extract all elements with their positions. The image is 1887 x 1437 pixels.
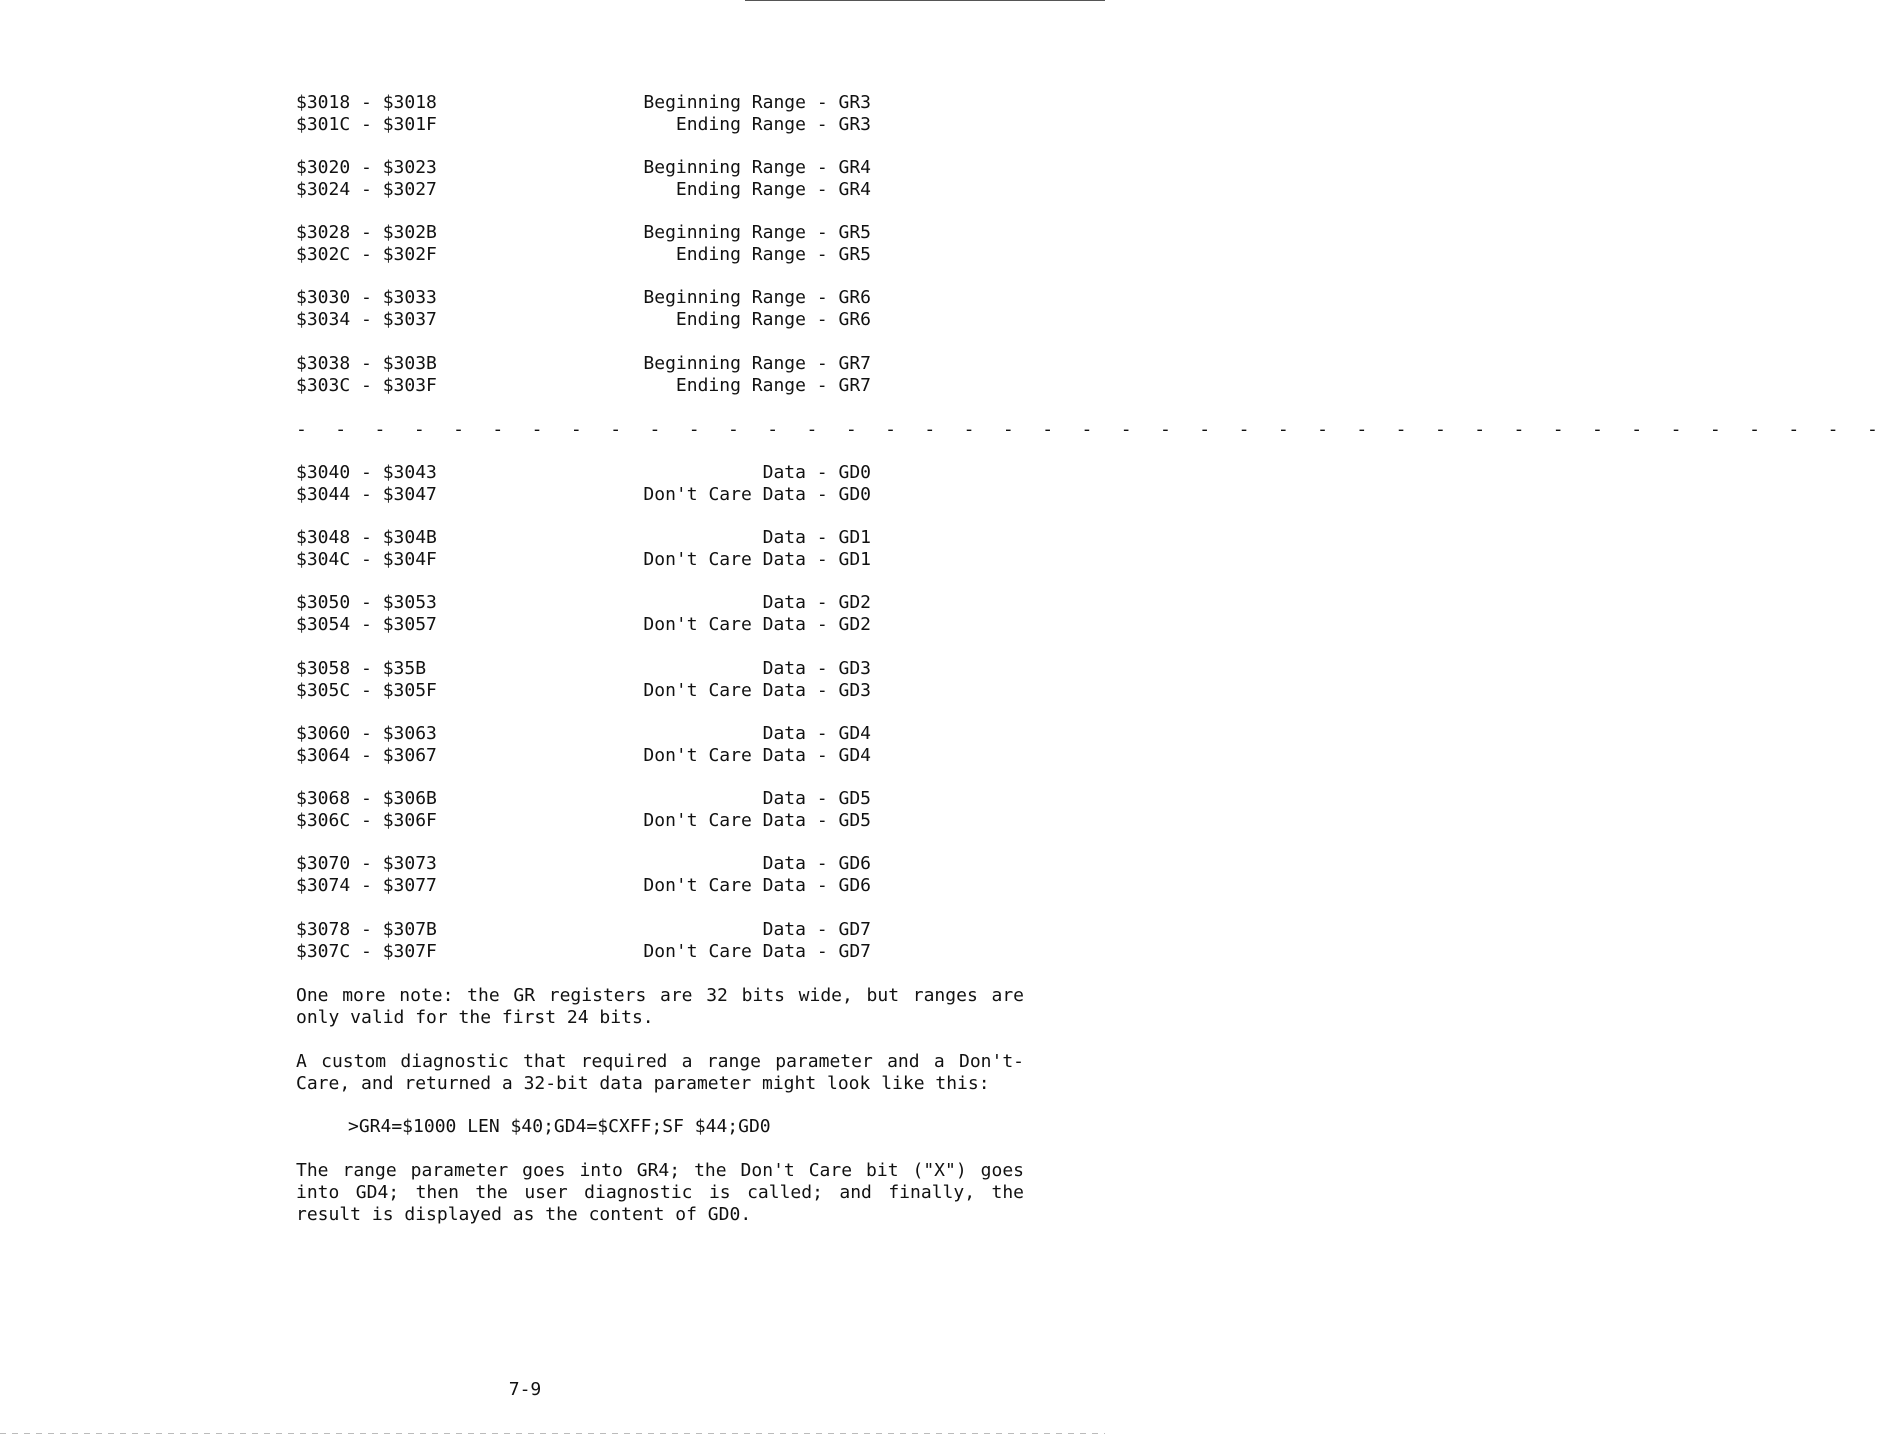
- address-range: $3078 - $307B: [296, 919, 437, 940]
- dashed-divider: - - - - - - - - - - - - - - - - - - - - - - - - - - - - - - - - - - - - - - - - -: [296, 419, 1887, 440]
- register-description: Don't Care Data - GD3: [643, 680, 871, 701]
- register-description: Ending Range - GR7: [675, 375, 871, 396]
- register-description: Don't Care Data - GD1: [643, 549, 871, 570]
- address-range: $3074 - $3077: [296, 875, 437, 896]
- register-description: Beginning Range - GR6: [643, 287, 871, 308]
- register-description: Don't Care Data - GD7: [643, 941, 871, 962]
- address-range: $302C - $302F: [296, 244, 437, 265]
- address-range: $3038 - $303B: [296, 353, 437, 374]
- address-range: $3058 - $35B: [296, 658, 427, 679]
- register-description: Don't Care Data - GD2: [643, 614, 871, 635]
- address-range: $3040 - $3043: [296, 462, 437, 483]
- address-range: $3044 - $3047: [296, 484, 437, 505]
- register-description: Beginning Range - GR7: [643, 353, 871, 374]
- address-range: $3060 - $3063: [296, 723, 437, 744]
- page-number: 7-9: [508, 1379, 542, 1400]
- address-range: $307C - $307F: [296, 941, 437, 962]
- address-range: $306C - $306F: [296, 810, 437, 831]
- address-range: $3024 - $3027: [296, 179, 437, 200]
- bottom-edge-marks: [0, 1433, 1105, 1434]
- register-description: Data - GD4: [762, 723, 871, 744]
- register-description: Data - GD7: [762, 919, 871, 940]
- address-range: $3064 - $3067: [296, 745, 437, 766]
- register-description: Data - GD3: [762, 658, 871, 679]
- register-description: Don't Care Data - GD0: [643, 484, 871, 505]
- address-range: $305C - $305F: [296, 680, 437, 701]
- address-range: $301C - $301F: [296, 114, 437, 135]
- register-description: Ending Range - GR6: [675, 309, 871, 330]
- address-range: $3034 - $3037: [296, 309, 437, 330]
- top-rule: [745, 0, 1105, 1]
- note-paragraph: One more note: the GR registers are 32 bits wide, but ranges are only valid for the first 24 bits.: [296, 985, 1024, 1028]
- register-description: Beginning Range - GR5: [643, 222, 871, 243]
- address-range: $303C - $303F: [296, 375, 437, 396]
- register-description: Data - GD5: [762, 788, 871, 809]
- register-description: Don't Care Data - GD5: [643, 810, 871, 831]
- register-description: Data - GD2: [762, 592, 871, 613]
- command-example: >GR4=$1000 LEN $40;GD4=$CXFF;SF $44;GD0: [348, 1116, 771, 1137]
- register-description: Data - GD6: [762, 853, 871, 874]
- register-description: Ending Range - GR5: [675, 244, 871, 265]
- address-range: $3028 - $302B: [296, 222, 437, 243]
- register-description: Don't Care Data - GD4: [643, 745, 871, 766]
- address-range: $3018 - $3018: [296, 92, 437, 113]
- address-range: $3068 - $306B: [296, 788, 437, 809]
- register-description: Ending Range - GR3: [675, 114, 871, 135]
- explanation-paragraph: The range parameter goes into GR4; the Don't Care bit ("X") goes into GD4; then the user diagnostic is called; and finally, the result is displayed as the content of GD0.: [296, 1160, 1024, 1225]
- custom-diagnostic-intro: A custom diagnostic that required a range parameter and a Don't-Care, and returned a 32-bit data parameter might look like this:: [296, 1051, 1024, 1094]
- address-range: $3070 - $3073: [296, 853, 437, 874]
- register-description: Data - GD1: [762, 527, 871, 548]
- address-range: $3054 - $3057: [296, 614, 437, 635]
- register-description: Ending Range - GR4: [675, 179, 871, 200]
- address-range: $3030 - $3033: [296, 287, 437, 308]
- address-range: $304C - $304F: [296, 549, 437, 570]
- register-description: Data - GD0: [762, 462, 871, 483]
- address-range: $3020 - $3023: [296, 157, 437, 178]
- register-description: Beginning Range - GR3: [643, 92, 871, 113]
- register-description: Don't Care Data - GD6: [643, 875, 871, 896]
- address-range: $3048 - $304B: [296, 527, 437, 548]
- register-description: Beginning Range - GR4: [643, 157, 871, 178]
- address-range: $3050 - $3053: [296, 592, 437, 613]
